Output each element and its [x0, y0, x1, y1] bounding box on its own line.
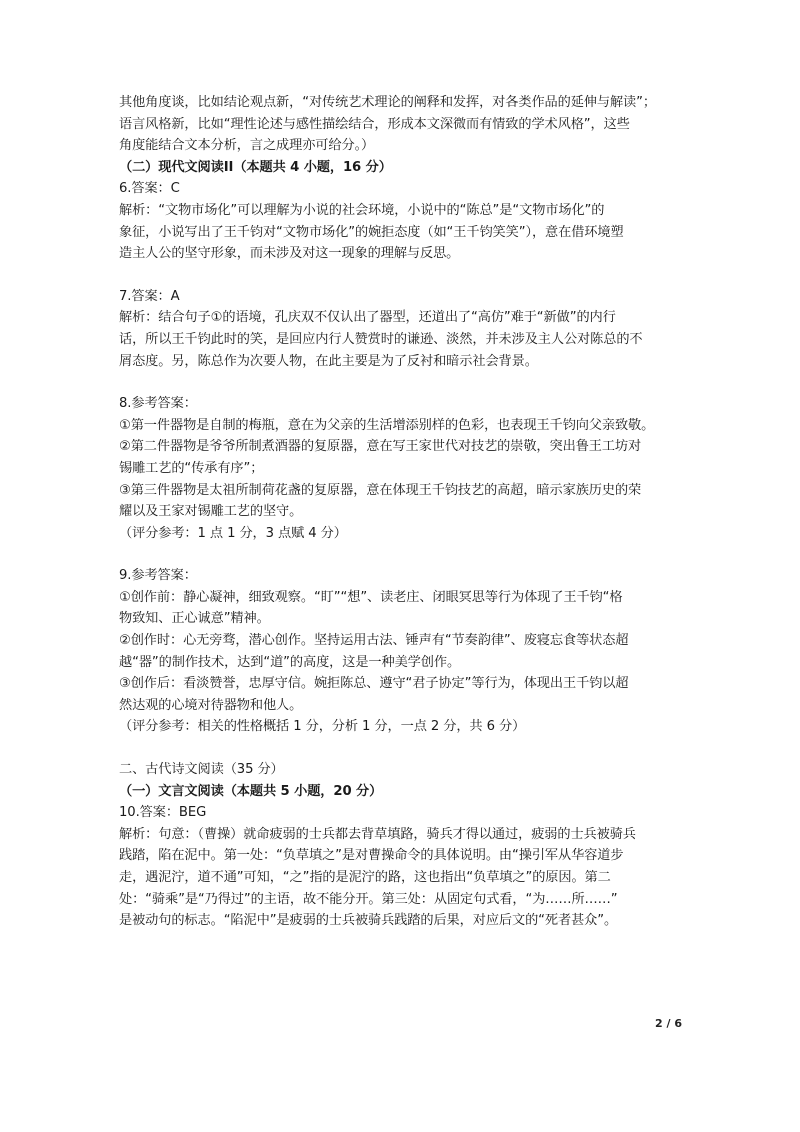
- spacer: [119, 372, 685, 393]
- text-line: 锡雕工艺的“传承有序”；: [119, 460, 264, 476]
- text-line: ③第三件器物是太祖所制荷花盏的复原器，意在体现王千钧技艺的高超，暗示家族历史的荣: [119, 482, 642, 498]
- text-line: ①第一件器物是自制的梅瓶，意在为父亲的生活增添别样的色彩，也表现王千钧向父亲致敬。: [119, 417, 655, 433]
- question-7: [119, 286, 685, 372]
- section-heading-ancient-poetry: 二、古代诗文阅读（35 分）: [119, 762, 284, 778]
- question-6: [119, 178, 685, 264]
- answer-label: 10.答案：BEG: [119, 805, 207, 821]
- text-line: 然达观的心境对待器物和他人。: [119, 697, 303, 713]
- text-line: 践踏，陷在泥中。第一处：“负草填之”是对曹操命令的具体说明。由“操引军从华容道步: [119, 848, 624, 864]
- text-line: 造主人公的坚守形象，而未涉及对这一现象的理解与反思。: [119, 246, 460, 262]
- text-line: 耀以及王家对锡雕工艺的坚守。: [119, 504, 303, 520]
- text-line: 屑态度。另，陈总作为次要人物，在此主要是为了反衬和暗示社会背景。: [119, 353, 538, 369]
- text-line: 走，遇泥泞，道不通”可知，“之”指的是泥泞的路，这也指出“负草填之”的原因。第二: [119, 870, 611, 885]
- scoring-note: （评分参考：1 点 1 分，3 点赋 4 分）: [119, 525, 347, 541]
- question-10: [119, 802, 685, 932]
- text-line: 象征，小说写出了王千钧对“文物市场化”的婉拒态度（如“王千钧笑笑”），意在借环境塑: [119, 224, 624, 240]
- text-line: ②创作时：心无旁骛，潜心创作。坚持运用古法、锤声有“节奏韵律”、废寝忘食等状态超: [119, 633, 629, 649]
- section-heading-classical-chinese: （一）文言文阅读（本题共 5 小题，20 分）: [119, 783, 383, 799]
- question-8: [119, 393, 685, 544]
- page-number: 2 / 6: [655, 1017, 682, 1030]
- spacer: [119, 738, 685, 759]
- document-page: [119, 92, 685, 932]
- text-line: 解析：结合句子①的语境，孔庆双不仅认出了器型，还道出了“高仿”难于“新做”的内行: [119, 310, 616, 326]
- question-9: [119, 565, 685, 738]
- answer-label: 8.参考答案：: [119, 396, 197, 412]
- text-line: 解析：“文物市场化”可以理解为小说的社会环境，小说中的“陈总”是“文物市场化”的: [119, 202, 605, 218]
- text-line: ①创作前：静心凝神，细致观察。“盯”“想”、读老庄、闭眼冥思等行为体现了王千钧“格: [119, 589, 623, 605]
- text-line: 越“器”的制作技术，达到“道”的高度，这是一种美学创作。: [119, 654, 461, 670]
- answer-label: 9.参考答案：: [119, 568, 197, 584]
- text-line: 角度能结合文本分析，言之成理亦可给分。）: [119, 138, 375, 154]
- spacer: [119, 265, 685, 286]
- answer-label: 6.答案：C: [119, 181, 180, 197]
- text-line: ②第二件器物是爷爷所制煮酒器的复原器，意在写王家世代对技艺的崇敬，突出鲁王工坊对: [119, 439, 642, 455]
- text-line: 物致知、正心诚意”精神。: [119, 611, 270, 627]
- intro-paragraph: [119, 92, 685, 157]
- text-line: 解析：句意：（曹操）就命疲弱的士兵都去背草填路，骑兵才得以通过，疲弱的士兵被骑兵: [119, 826, 636, 842]
- text-line: 语言风格新，比如“理性论述与感性描绘结合，形成本文深微而有情致的学术风格”，这些: [119, 116, 630, 132]
- spacer: [119, 544, 685, 565]
- text-line: ③创作后：看淡赞誉，忠厚守信。婉拒陈总、遵守“君子协定”等行为，体现出王千钧以超: [119, 676, 629, 692]
- text-line: 是被动句的标志。“陷泥中”是疲弱的士兵被骑兵践踏的后果，对应后文的“死者甚众”。: [119, 913, 618, 929]
- section-heading-modern-reading-2: （二）现代文阅读II（本题共 4 小题，16 分）: [119, 159, 392, 175]
- text-line: 处：“骑乘”是“乃得过”的主语，故不能分开。第三处：从固定句式看，“为……所……”: [119, 891, 618, 907]
- scoring-note: （评分参考：相关的性格概括 1 分，分析 1 分，一点 2 分，共 6 分）: [119, 719, 526, 735]
- text-line: 话，所以王千钧此时的笑，是回应内行人赞赏时的谦逊、淡然，并未涉及主人公对陈总的不: [119, 331, 643, 347]
- text-line: 其他角度谈，比如结论观点新，“对传统艺术理论的阐释和发挥，对各类作品的延伸与解读”；: [119, 95, 656, 110]
- answer-label: 7.答案：A: [119, 288, 180, 304]
